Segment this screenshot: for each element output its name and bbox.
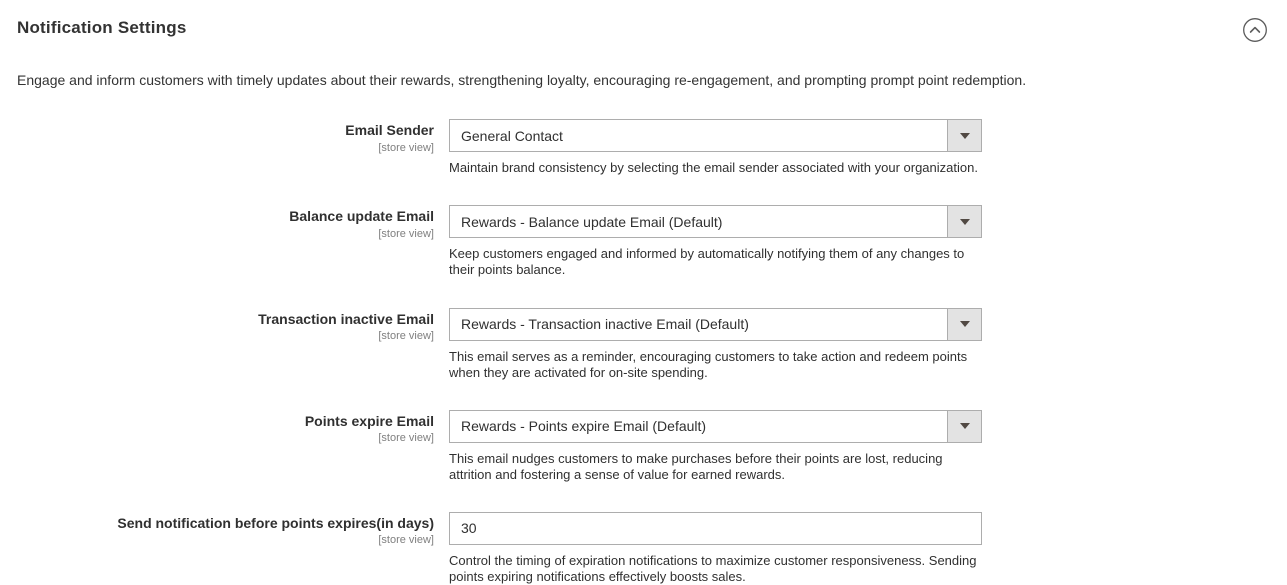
field-scope: [store view] [378, 330, 434, 343]
transaction-inactive-email-select[interactable] [449, 308, 982, 341]
dropdown-arrow-icon [947, 120, 981, 151]
chevron-up-circle-icon [1242, 17, 1268, 43]
field-control-col [449, 205, 982, 278]
field-label-col [17, 512, 434, 548]
field-control-col [449, 308, 982, 381]
field-label: Transaction inactive Email [258, 310, 434, 327]
section-description: Engage and inform customers with timely updates about their rewards, strengthening loyalty, encouraging re-engagement, and prompting prompt point redemption. [17, 72, 1027, 88]
field-control-col [449, 410, 982, 483]
field-comment: Maintain brand consistency by selecting the email sender associated with your organization. [449, 160, 978, 176]
field-row-transaction-inactive-email [17, 308, 1270, 381]
field-scope: [store view] [378, 432, 434, 445]
points-expire-email-select[interactable] [449, 410, 982, 443]
field-label-col [17, 205, 434, 241]
page-title: Notification Settings [17, 18, 187, 37]
field-label-col [17, 308, 434, 344]
field-comment: Keep customers engaged and informed by automatically notifying them of any changes to their points balance. [449, 246, 965, 278]
dropdown-arrow-icon [947, 411, 981, 442]
notification-settings-form [17, 119, 1270, 585]
email-sender-select[interactable] [449, 119, 982, 152]
field-row-balance-update-email [17, 205, 1270, 278]
collapse-section-button[interactable] [1240, 15, 1270, 45]
field-comment: Control the timing of expiration notifications to maximize customer responsiveness. Sending points expiring notifications effectively boosts sales. [449, 552, 977, 585]
field-comment: This email serves as a reminder, encouraging customers to take action and redeem points when they are activated for on-site spending. [449, 348, 968, 380]
field-control-col [449, 119, 982, 176]
field-label: Email Sender [345, 122, 434, 139]
select-value: Rewards - Balance update Email (Default) [461, 213, 723, 230]
balance-update-email-select[interactable] [449, 205, 982, 238]
field-scope: [store view] [378, 141, 434, 154]
dropdown-arrow-icon [947, 206, 981, 237]
field-label: Send notification before points expires(in days) [117, 514, 434, 531]
select-value: Rewards - Points expire Email (Default) [461, 418, 707, 435]
field-row-email-sender [17, 119, 1270, 176]
dropdown-arrow-icon [947, 309, 981, 340]
field-comment: This email nudges customers to make purchases before their points are lost, reducing attrition and fostering a sense of value for earned rewards. [449, 450, 943, 482]
field-label: Balance update Email [289, 208, 434, 225]
field-scope: [store view] [378, 534, 434, 547]
field-label-col [17, 410, 434, 446]
field-row-points-expire-email [17, 410, 1270, 483]
select-value: General Contact [461, 127, 563, 144]
select-value: Rewards - Transaction inactive Email (Default) [461, 316, 749, 333]
field-label: Points expire Email [304, 412, 434, 429]
field-scope: [store view] [378, 227, 434, 240]
field-row-notification-days [17, 512, 1270, 585]
notification-days-input[interactable] [449, 512, 982, 545]
field-control-col [449, 512, 982, 585]
field-label-col [17, 119, 434, 155]
